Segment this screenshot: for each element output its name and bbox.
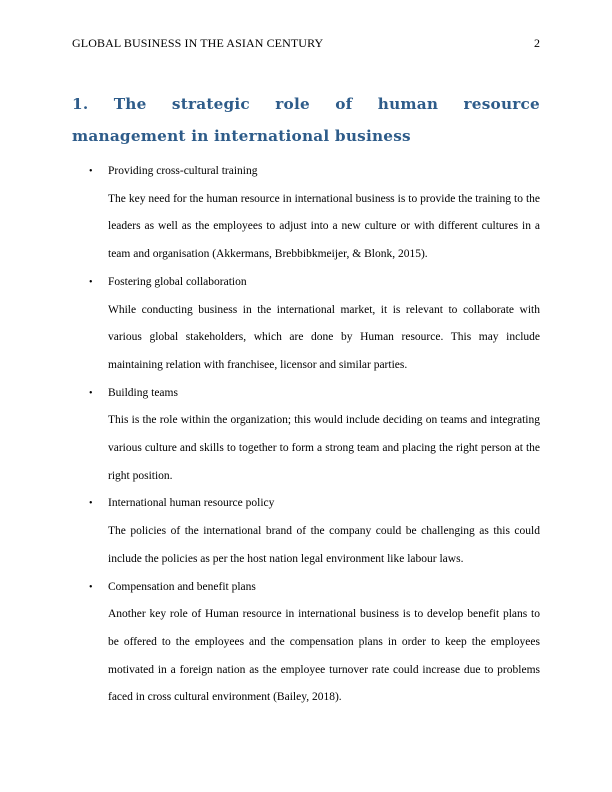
bullet-title: Building teams	[108, 386, 178, 399]
bullet-title: Fostering global collaboration	[108, 275, 247, 288]
section-heading: 1. The strategic role of human resource management in international business	[72, 95, 540, 145]
bullet-body: The policies of the international brand of the company could be challenging as this could include the policies as per the host nation legal environment like labour laws.	[108, 525, 540, 565]
bullet-item-global-collaboration	[0, 269, 612, 380]
bullet-icon: •	[89, 498, 93, 510]
bullet-body: The key need for the human resource in international business is to provide the training to the leaders as well as the employees to adjust into a new culture or with different cultures in a team and organisation (Akkermans, Brebbibkmeijer, & Blonk, 2015).	[108, 192, 540, 261]
bullet-body: Another key role of Human resource in international business is to develop benefit plans to be offered to the employees and the compensation plans in order to keep the employees motivated in a foreign nation as the employee turnover rate could increase due to problems faced in cross cultural environment (Bailey, 2018).	[108, 608, 540, 704]
bullet-item-cross-cultural-training	[0, 158, 612, 269]
bullet-item-hr-policy	[0, 490, 612, 573]
bullet-list	[0, 158, 612, 712]
bullet-title: Providing cross-cultural training	[108, 165, 258, 177]
bullet-title: International human resource policy	[108, 497, 275, 510]
bullet-title: Compensation and benefit plans	[108, 580, 256, 593]
bullet-item-building-teams	[0, 380, 612, 491]
bullet-body: While conducting business in the international market, it is relevant to collaborate with various global stakeholders, which are done by Human resource. This may include maintaining relation with franchisee, licensor and similar parties.	[108, 303, 540, 371]
bullet-body: This is the role within the organization; this would include deciding on teams and integrating various culture and skills to together to form a strong team and placing the right person at the right position.	[108, 414, 540, 482]
running-header: GLOBAL BUSINESS IN THE ASIAN CENTURY	[72, 36, 324, 50]
bullet-item-compensation-plans	[0, 574, 612, 713]
bullet-icon: •	[89, 276, 93, 288]
bullet-icon: •	[89, 581, 93, 593]
page-number: 2	[534, 36, 540, 50]
bullet-icon: •	[89, 387, 93, 399]
bullet-icon: •	[89, 166, 93, 177]
